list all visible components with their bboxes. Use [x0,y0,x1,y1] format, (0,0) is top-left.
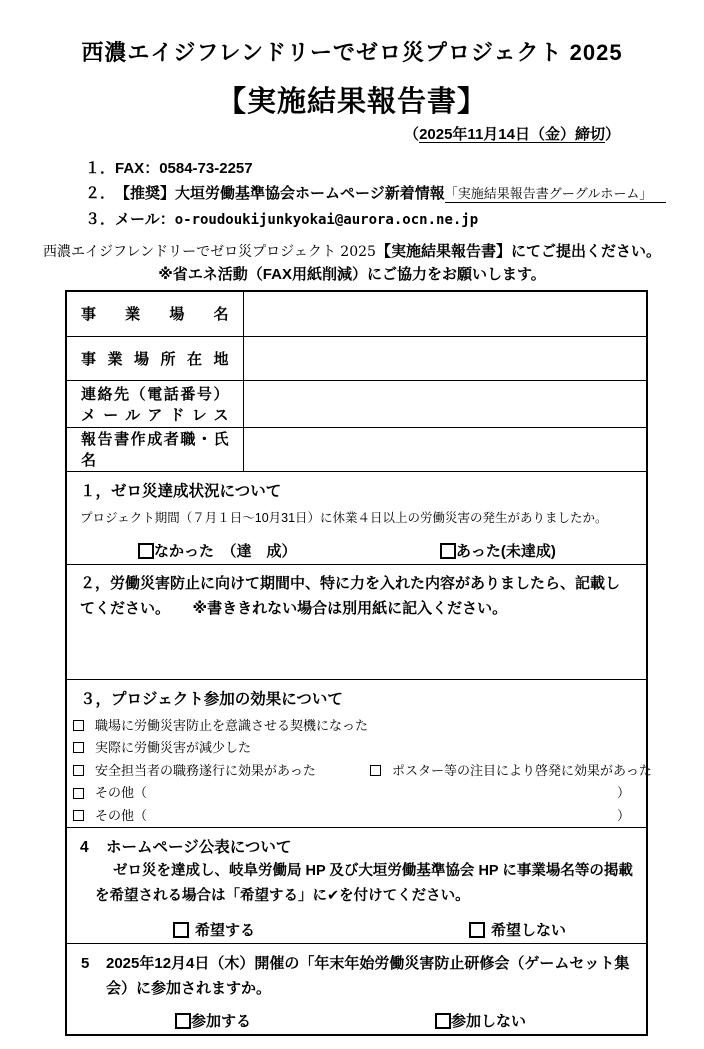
business-name-label [66,291,243,336]
business-address-label [66,336,243,380]
effect-awareness-label: 職場に労働災害防止を意識させる契機になった [95,717,369,733]
section-zero-accident-status [66,471,647,564]
section-2-note: ※書ききれない場合は別用紙に記入ください。 [192,600,508,617]
effect-option-duties [67,760,652,783]
item-number: ３． [85,211,116,228]
option-achieved-label: なかった （達 成） [154,542,297,560]
item-number: ２． [85,185,116,202]
email-label: メール： [115,211,175,228]
form-title: 西濃エイジフレンドリーでゼロ災プロジェクト 2025 [81,40,623,65]
deadline-open-paren: （ [404,126,420,143]
section-4-options [67,919,646,943]
effect-duties-label: 安全担当者の職務遂行に効果があった [95,762,316,778]
other-2-suffix: ） [616,807,630,823]
checkbox-poster[interactable] [370,765,381,776]
phone-label-text: 連絡先（電話番号） [81,385,229,403]
checkbox-achieved[interactable] [138,543,154,559]
author-input[interactable] [243,427,647,471]
checkbox-participate-no[interactable] [435,1013,451,1029]
contact-label [66,380,243,427]
contact-input[interactable] [243,380,647,427]
participate-no-label: 参加しない [451,1012,527,1030]
section-1-question: プロジェクト期間（７月１日～10月31日）に休業４日以上の労働災害の発生がありましたか。 [80,510,608,525]
field-row-business-name [66,291,647,336]
section-2-row [66,564,647,679]
item-number: １． [85,160,116,177]
section-prevention-efforts [66,564,647,679]
deadline-close-paren: ） [604,126,620,143]
report-subtitle: 【実施結果報告書】 [216,86,487,118]
publish-no-label: 希望しない [491,921,567,939]
participate-yes-label: 参加する [191,1012,252,1030]
label-text: 事業場所在地 [81,350,229,368]
section-1-heading: １，ゼロ災達成状況について [80,482,282,500]
submission-method-email [85,207,704,233]
section-3-row [66,679,647,828]
other-1-suffix: ） [616,785,630,800]
checkbox-other-2[interactable] [73,810,84,821]
other-2-input[interactable] [147,808,617,824]
label-text: 事業場名 [81,306,229,324]
project-name-text: 西濃エイジフレンドリーでゼロ災プロジェクト 2025 [43,244,376,260]
section-seminar-participation [66,943,647,1035]
effect-reduction-label: 実際に労働災害が減少した [95,740,252,755]
section-5-row [66,943,647,1035]
section-homepage-publication [66,828,647,944]
google-form-link: 「実施結果報告書グーグルホーム」 [445,187,667,203]
section-5-number: 5 [81,954,90,972]
other-2-prefix: その他（ [95,807,148,823]
effect-option-other-2 [67,805,646,828]
section-5-options [67,1010,646,1034]
effect-option-poster [370,760,652,783]
report-form-table [65,290,652,1036]
section-1-options [67,540,646,564]
option-not-achieved-label: あった(未達成) [456,542,556,560]
submission-note [0,240,704,261]
checkbox-reduction[interactable] [73,742,84,753]
other-1-input[interactable] [147,785,617,801]
email-address: o-roudoukijunkyokai@aurora.ocn.ne.jp [174,212,479,228]
section-5-heading [67,944,646,1002]
field-row-business-address [66,336,647,380]
checkbox-other-1[interactable] [73,788,84,799]
business-address-input[interactable] [243,336,647,380]
homepage-label: 【推奨】大垣労働基準協会ホームページ新着情報 [115,185,445,202]
checkbox-not-achieved[interactable] [440,543,456,559]
effect-poster-label: ポスター等の注目により啓発に効果があった [392,762,652,778]
mail-label-text: メールアドレス [81,406,229,424]
section-5-heading-text: 2025年12月4日（木）開催の「年末年始労働災害防止研修会（ゲームセット集会）に参加されますか。 [106,954,630,998]
submission-method-fax [85,156,704,181]
checkbox-participate-yes[interactable] [175,1013,191,1029]
section-4-heading [67,828,646,857]
checkbox-duties[interactable] [73,765,84,776]
submission-methods [85,156,704,233]
section-1-row [66,471,647,564]
field-row-author [66,427,647,471]
deadline-note [0,123,704,144]
checkbox-publish-yes[interactable] [173,922,189,938]
option-publish-no [469,919,566,940]
section-2-heading-text: ２，労働災害防止に向けて期間中、特に力を入れた内容がありましたら、記載してください。 [80,574,621,617]
effect-option-other-1 [67,782,646,805]
section-4-number: 4 [80,839,89,856]
section-4-body: ゼロ災を達成し、岐阜労働局 HP 及び大垣労働基準協会 HP に事業場名等の掲載を希望される場合は「希望する」に✔を付けてください。 [95,863,633,905]
option-not-achieved [440,540,556,561]
section-4-row [66,828,647,944]
publish-yes-label: 希望する [195,921,256,939]
option-achieved [138,540,297,561]
business-name-input[interactable] [243,291,647,336]
prevention-efforts-free-text-area[interactable] [67,622,646,678]
label-text: 報告書作成者職・氏名 [81,431,229,469]
eco-note: ※省エネ活動（FAX用紙削減）にご協力をお願いします。 [158,266,546,283]
checkbox-awareness[interactable] [73,720,84,731]
section-4-heading-text: ホームページ公表について [106,839,292,856]
effect-option-reduction [67,737,646,760]
fax-number: FAX：0584-73-2257 [115,160,253,177]
author-label [66,427,243,471]
submit-instruction-text: 【実施結果報告書】にてご提出ください。 [375,243,661,260]
deadline-date: 2025年11月14日（金）締切 [419,126,605,143]
section-participation-effects [66,679,652,828]
other-1-prefix: その他（ [95,785,148,800]
option-publish-yes [173,919,255,940]
effect-option-awareness [67,715,646,738]
field-row-contact [66,380,647,427]
section-2-heading [67,566,646,622]
checkbox-publish-no[interactable] [469,922,485,938]
submission-method-homepage [85,181,704,207]
section-3-heading: ３，プロジェクト参加の効果について [80,690,343,708]
